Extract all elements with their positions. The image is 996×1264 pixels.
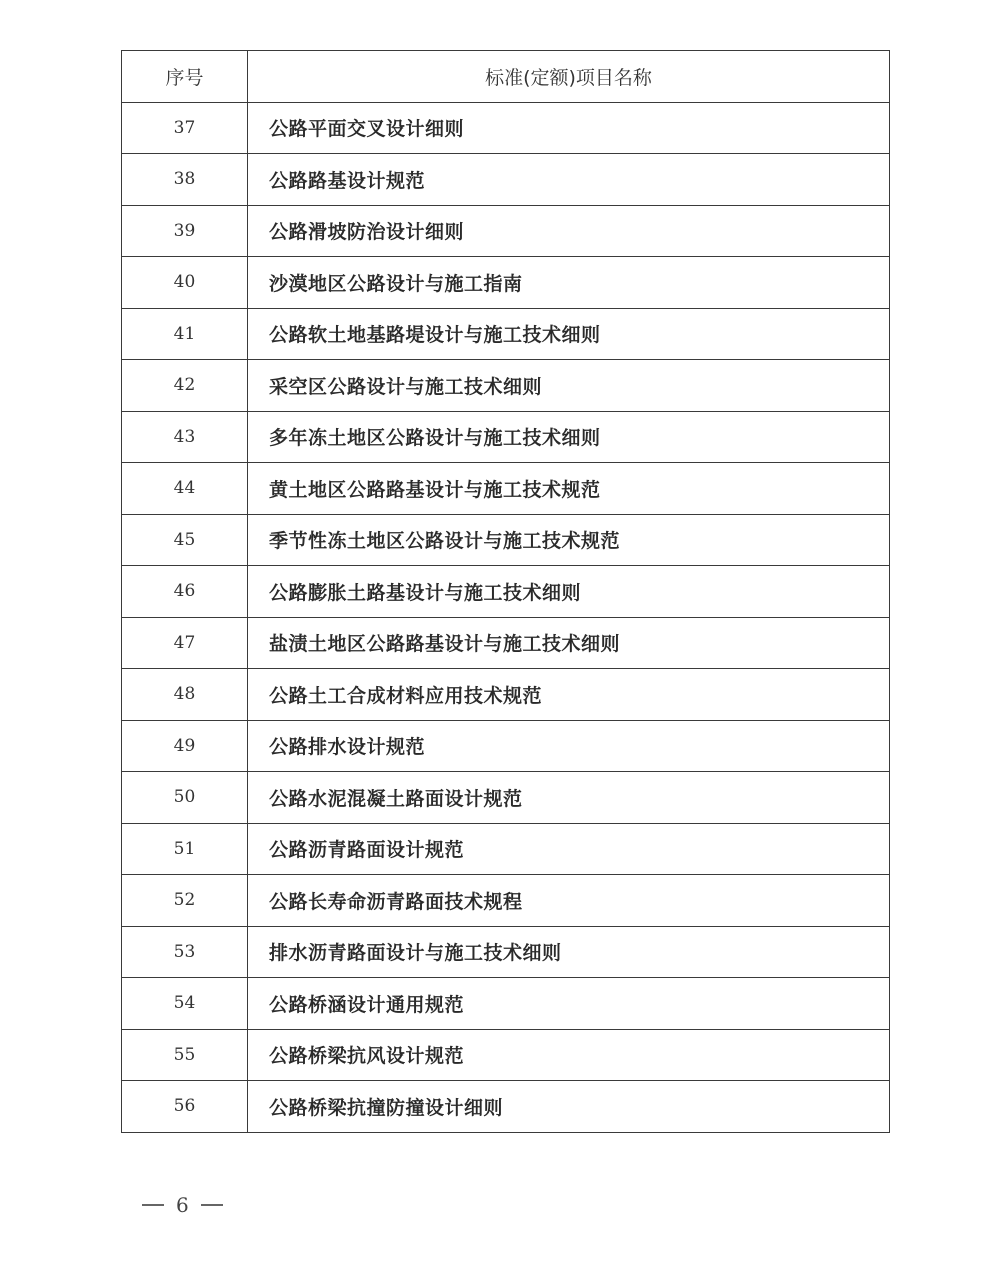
row-project-name: 公路滑坡防治设计细则 [248, 205, 890, 257]
row-serial-number: 47 [122, 617, 248, 669]
header-serial-number: 序号 [122, 51, 248, 103]
page-number: 6 [176, 1193, 189, 1217]
table-row [122, 257, 890, 309]
table-row [122, 514, 890, 566]
row-project-name: 排水沥青路面设计与施工技术细则 [248, 926, 890, 978]
row-project-name: 公路桥梁抗风设计规范 [248, 1029, 890, 1081]
table-row [122, 463, 890, 515]
row-serial-number: 48 [122, 669, 248, 721]
table-row [122, 205, 890, 257]
row-serial-number: 40 [122, 257, 248, 309]
row-serial-number: 43 [122, 411, 248, 463]
row-serial-number: 45 [122, 514, 248, 566]
row-project-name: 公路膨胀土路基设计与施工技术细则 [248, 566, 890, 618]
row-project-name: 公路土工合成材料应用技术规范 [248, 669, 890, 721]
table-row [122, 772, 890, 824]
row-project-name: 盐渍土地区公路路基设计与施工技术细则 [248, 617, 890, 669]
row-project-name: 季节性冻土地区公路设计与施工技术规范 [248, 514, 890, 566]
table-row [122, 669, 890, 721]
row-project-name: 公路排水设计规范 [248, 720, 890, 772]
row-serial-number: 54 [122, 978, 248, 1030]
row-serial-number: 37 [122, 102, 248, 154]
row-serial-number: 44 [122, 463, 248, 515]
row-project-name: 采空区公路设计与施工技术细则 [248, 360, 890, 412]
table-row [122, 360, 890, 412]
row-serial-number: 53 [122, 926, 248, 978]
dash-right [201, 1204, 223, 1206]
row-project-name: 公路平面交叉设计细则 [248, 102, 890, 154]
dash-left [142, 1204, 164, 1206]
row-project-name: 公路沥青路面设计规范 [248, 823, 890, 875]
page-footer [142, 1193, 223, 1217]
table-row [122, 1081, 890, 1133]
table-row [122, 978, 890, 1030]
row-serial-number: 39 [122, 205, 248, 257]
row-serial-number: 50 [122, 772, 248, 824]
row-serial-number: 56 [122, 1081, 248, 1133]
row-project-name: 公路路基设计规范 [248, 154, 890, 206]
row-serial-number: 55 [122, 1029, 248, 1081]
row-serial-number: 52 [122, 875, 248, 927]
row-serial-number: 41 [122, 308, 248, 360]
row-serial-number: 38 [122, 154, 248, 206]
row-project-name: 公路水泥混凝土路面设计规范 [248, 772, 890, 824]
row-project-name: 公路长寿命沥青路面技术规程 [248, 875, 890, 927]
row-project-name: 黄土地区公路路基设计与施工技术规范 [248, 463, 890, 515]
row-project-name: 多年冻土地区公路设计与施工技术细则 [248, 411, 890, 463]
table-row [122, 102, 890, 154]
table-body [122, 102, 890, 1132]
row-project-name: 公路桥涵设计通用规范 [248, 978, 890, 1030]
standards-table [121, 50, 890, 1133]
table-row [122, 617, 890, 669]
row-serial-number: 51 [122, 823, 248, 875]
row-project-name: 沙漠地区公路设计与施工指南 [248, 257, 890, 309]
table-row [122, 1029, 890, 1081]
row-serial-number: 49 [122, 720, 248, 772]
table-row [122, 308, 890, 360]
row-serial-number: 42 [122, 360, 248, 412]
header-project-name: 标准(定额)项目名称 [248, 51, 890, 103]
table-header-row [122, 51, 890, 103]
row-project-name: 公路桥梁抗撞防撞设计细则 [248, 1081, 890, 1133]
table-row [122, 154, 890, 206]
row-project-name: 公路软土地基路堤设计与施工技术细则 [248, 308, 890, 360]
table-row [122, 875, 890, 927]
row-serial-number: 46 [122, 566, 248, 618]
table-row [122, 823, 890, 875]
table-row [122, 566, 890, 618]
table-row [122, 411, 890, 463]
table-row [122, 720, 890, 772]
table-row [122, 926, 890, 978]
